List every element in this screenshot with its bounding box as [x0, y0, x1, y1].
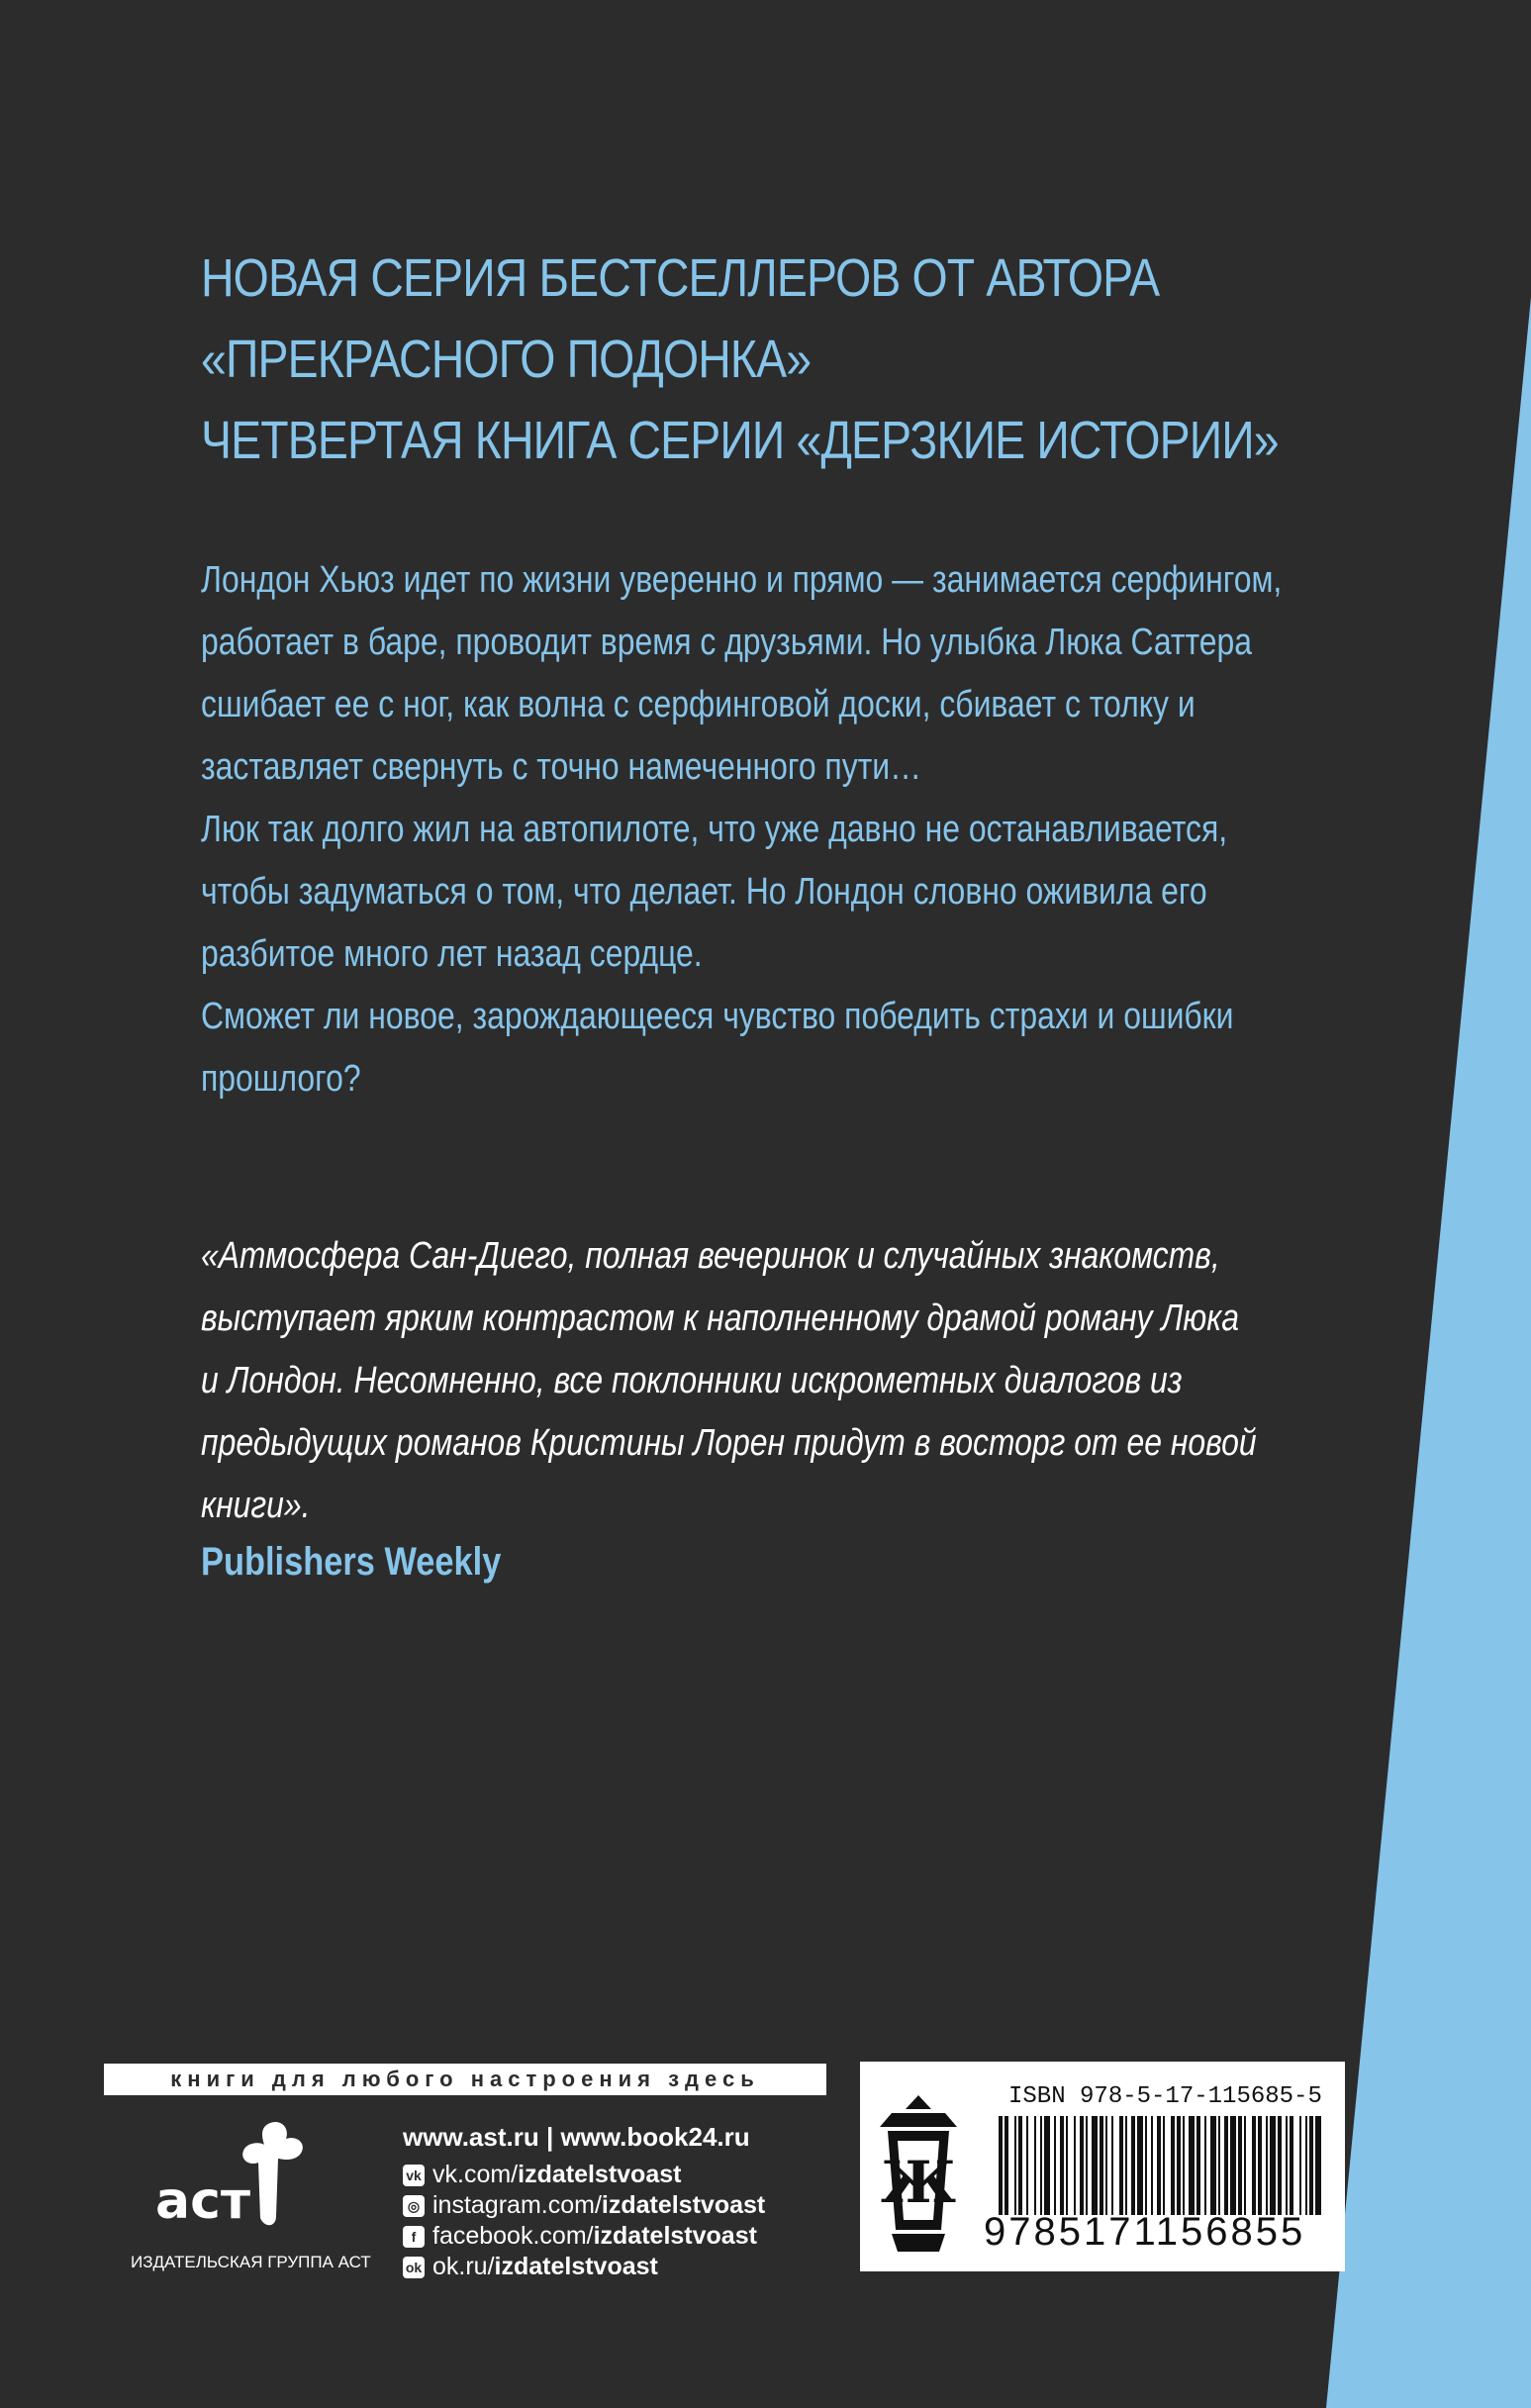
barcode-bar [1177, 2116, 1181, 2215]
barcode-bar [1040, 2116, 1042, 2215]
barcode-bar [1105, 2116, 1107, 2215]
barcode-bar [1151, 2116, 1153, 2215]
barcode-bar [1238, 2116, 1242, 2215]
barcode-bar [1189, 2116, 1195, 2215]
barcode-bar [1157, 2116, 1161, 2215]
barcode-bar [1252, 2116, 1256, 2215]
barcode-bar [1131, 2116, 1135, 2215]
barcode-bar [1315, 2116, 1321, 2215]
publisher-links [403, 2114, 765, 2282]
social-link-facebook[interactable] [403, 2221, 765, 2252]
barcode-bar [1183, 2116, 1185, 2215]
series-headline [201, 238, 1279, 481]
annotation-line: чтобы задуматься о том, что делает. Но Лондон словно оживила его [201, 871, 1207, 913]
barcode-bar [1119, 2116, 1123, 2215]
publisher-caption: ИЗДАТЕЛЬСКАЯ ГРУППА АСТ [131, 2253, 371, 2271]
social-link-vk[interactable] [403, 2160, 765, 2190]
social-handle: izdatelstvoast [601, 2191, 766, 2219]
barcode-bar [1258, 2116, 1262, 2215]
review-line: выступает ярким контрастом к наполненному драмой роману Люка [201, 1298, 1240, 1339]
barcode [999, 2116, 1325, 2215]
social-handle: izdatelstvoast [494, 2253, 658, 2280]
tagline-bar: книги для любого настроения здесь [104, 2064, 826, 2095]
facebook-icon: f [403, 2226, 425, 2248]
svg-text:Ж: Ж [880, 2149, 957, 2216]
review-line: и Лондон. Несомненно, все поклонники искрометных диалогов из [201, 1360, 1183, 1401]
barcode-bar [1014, 2116, 1016, 2215]
review-source: Publishers Weekly [201, 1540, 502, 1584]
barcode-bar [1278, 2116, 1282, 2215]
barcode-bar [1092, 2116, 1098, 2215]
book-annotation [201, 549, 1283, 1110]
social-link-odnoklassniki[interactable] [403, 2252, 765, 2282]
barcode-bar [1026, 2116, 1028, 2215]
social-prefix: vk.com/ [432, 2161, 519, 2188]
annotation-line: работает в баре, проводит время с друзьями. Но улыбка Люка Саттера [201, 622, 1253, 663]
barcode-bar [1210, 2116, 1216, 2215]
social-prefix: ok.ru/ [432, 2253, 495, 2280]
headline-line-3: ЧЕТВЕРТАЯ КНИГА СЕРИИ «ДЕРЗКИЕ ИСТОРИИ» [201, 411, 1279, 470]
social-handle: izdatelstvoast [518, 2161, 682, 2188]
instagram-icon: ◎ [403, 2195, 425, 2217]
social-handle: izdatelstvoast [593, 2222, 757, 2250]
barcode-bar [1163, 2116, 1165, 2215]
isbn-digits: 9785171156855 [984, 2210, 1306, 2254]
annotation-line: прошлого? [201, 1058, 361, 1100]
annotation-line: заставляет свернуть с точно намеченного пути… [201, 746, 922, 788]
barcode-bar [1171, 2116, 1175, 2215]
barcode-bar [1066, 2116, 1068, 2215]
social-prefix: instagram.com/ [432, 2191, 602, 2219]
isbn-label: ISBN 978-5-17-115685-5 [1008, 2083, 1322, 2110]
barcode-bar [1244, 2116, 1246, 2215]
barcode-bar [1224, 2116, 1228, 2215]
annotation-line: Сможет ли новое, зарождающееся чувство победить страхи и ошибки [201, 996, 1234, 1037]
review-line: «Атмосфера Сан-Диего, полная вечеринок и случайных знакомств, [201, 1235, 1220, 1277]
review-line: предыдущих романов Кристины Лорен придут в восторг от ее новой [201, 1422, 1257, 1464]
social-link-instagram[interactable] [403, 2190, 765, 2221]
lantern-imprint-icon [874, 2091, 963, 2255]
barcode-bar [1111, 2116, 1113, 2215]
barcode-bar [1080, 2116, 1084, 2215]
social-prefix: facebook.com/ [432, 2222, 594, 2250]
barcode-bar [1309, 2116, 1313, 2215]
barcode-bar [1230, 2116, 1236, 2215]
barcode-bar [1054, 2116, 1056, 2215]
barcode-bar [1137, 2116, 1143, 2215]
barcode-bar [1305, 2116, 1307, 2215]
barcode-bar [1218, 2116, 1220, 2215]
headline-line-2: «ПРЕКРАСНОГО ПОДОНКА» [201, 330, 812, 389]
barcode-bar [1034, 2116, 1036, 2215]
barcode-bar [1286, 2116, 1288, 2215]
barcode-bar [1100, 2116, 1103, 2215]
barcode-bar [1270, 2116, 1276, 2215]
barcode-bar [1044, 2116, 1050, 2215]
barcode-bar [1074, 2116, 1076, 2215]
barcode-bar [1145, 2116, 1147, 2215]
barcode-bar [1266, 2116, 1268, 2215]
annotation-line: сшибает ее с ног, как волна с серфинговой доски, сбивает с толку и [201, 684, 1196, 725]
isbn-block [860, 2062, 1345, 2271]
barcode-bar [1125, 2116, 1127, 2215]
vk-icon: vk [403, 2165, 425, 2186]
barcode-bar [1299, 2116, 1301, 2215]
barcode-bar [1196, 2116, 1200, 2215]
review-line: книги». [201, 1485, 311, 1526]
annotation-line: Люк так долго жил на автопилоте, что уже давно не останавливается, [201, 809, 1228, 850]
barcode-bar [1290, 2116, 1293, 2215]
barcode-bar [1060, 2116, 1064, 2215]
ast-logo-text: аст [155, 2171, 251, 2231]
websites-link[interactable]: www.ast.ru | www.book24.ru [403, 2122, 750, 2152]
odnoklassniki-icon: ok [403, 2257, 425, 2278]
headline-line-1: НОВАЯ СЕРИЯ БЕСТСЕЛЛЕРОВ ОТ АВТОРА [201, 248, 1160, 308]
barcode-bar [1086, 2116, 1088, 2215]
annotation-line: Лондон Хьюз идет по жизни уверенно и прямо — занимается серфингом, [201, 559, 1283, 601]
ast-logo-icon [153, 2113, 322, 2242]
barcode-bar [1018, 2116, 1022, 2215]
review-quote [201, 1225, 1257, 1537]
barcode-bar [999, 2116, 1003, 2215]
barcode-bar [1204, 2116, 1206, 2215]
barcode-bar [1005, 2116, 1008, 2215]
annotation-line: разбитое много лет назад сердце. [201, 933, 703, 975]
